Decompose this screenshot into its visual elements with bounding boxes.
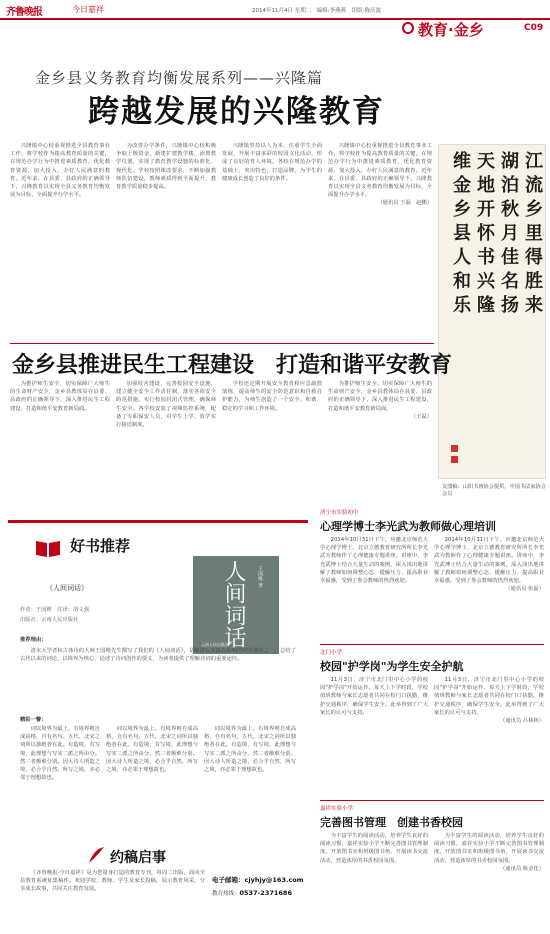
art1-headline: 心理学博士李光武为教师做心理培训 xyxy=(320,520,496,533)
second-headline: 金乡县推进民生工程建设 打造和谐平安教育 xyxy=(12,353,453,378)
second-col-2 xyxy=(116,380,216,510)
art2-text: 11月3日，济宁市北门里中心小学的校园"护学岗"开始运作。每天上下学时段，学校值班教师与家长志愿者共同在校门口执勤，维护交通秩序，确保学生安全。此举得到了广大家长的认可与支持。 xyxy=(434,677,544,716)
email-address[interactable]: cjyhjy@163.com xyxy=(244,876,304,884)
lead-kicker: 金乡县义务教育均衡发展系列——兴隆篇 xyxy=(35,69,324,87)
cover-title: 人间词话 xyxy=(221,560,246,648)
rec-label: 推荐理由： xyxy=(20,637,47,643)
section-title: 教育·金乡 xyxy=(418,21,484,39)
art2-text: 11月3日，济宁市北门里中心小学的校园"护学岗"开始运作。每天上下学时段，学校值班教师与家长志愿者共同在校门口执勤，维护交通秩序，确保学生安全。此举得到了广大家长的认可与支持。 xyxy=(320,677,428,716)
divider xyxy=(320,644,544,645)
second-col-1 xyxy=(10,380,110,510)
calligraphy-line: 湖泊秋月佳名扬 xyxy=(498,151,519,319)
art1-text: 2014年10月31日下午，应邀北京师范大学心理学博士、北京立德教育研究所所长李光武为教师作了心理健康专题讲座。讲座中，李光武博士结合大量生动的案例，深入浅出地讲解了教师如何调整心态、缓解压力、提高职业幸福感，受到了参会教师的热烈欢迎。 xyxy=(434,537,544,585)
lead-para: 为改善办学条件，兴隆镇中心校积极争取上级资金，新建扩建教学楼，添置教学仪器，实现了教育教学设施的标准化、现代化。学校按照课改要求，不断加强教师队伍建设，教师素质得到全面提升，教育教学质量稳步提高。 xyxy=(116,143,216,191)
cover-author: 王国维 著 xyxy=(257,566,263,588)
excerpt-text: 词以境界为最上。有境界则自成高格，自有名句。五代、北宋之词所以独绝者在此。有造境，有写境，此理想与写实二派之所由分。然二者颇难分别。因大诗人所造之境，必合乎自然，所写之境，亦必邻于理想故也。 xyxy=(204,726,296,774)
calligraphy-line: 江流乡里得胜来 xyxy=(522,151,543,319)
second-col-3 xyxy=(222,380,322,510)
artwork-caption: 友图稿：山阳书画协会提供，中国书法家协会会员 xyxy=(442,484,546,498)
book-cover xyxy=(193,556,279,654)
feather-icon xyxy=(86,845,106,865)
art2-source: 北门小学 xyxy=(320,650,343,656)
art3-text: 为丰富学生的阅读活动，培养学生良好的阅读习惯，嘉祥实验小学不断完善图书管理制度，开放图书室和班级图书角，开展读书交流活动，营造浓厚的书香校园氛围。 xyxy=(320,833,428,864)
excerpt-label: 精彩一瞥： xyxy=(20,717,47,723)
lead-para: 兴隆镇坚持以人为本，注重学生全面发展，开展丰富多彩的校园文化活动，形成了良好的育人环境。各校在规范办学的基础上，突出特色，打造品牌，为学生的健康成长创造了良好的条件。 xyxy=(222,143,322,182)
lead-col-2 xyxy=(116,142,216,338)
second-para: 为推护师生安全，切实保障广大师生的生命财产安全，金乡县教体局在县委、县政府的正确领导下，深入推进民生工程建设，打造和谐平安教育新局面。 xyxy=(328,381,432,412)
dateline: 2014年11月4日 星期二 编辑:李燕燕 组版:陈庆波 xyxy=(252,8,381,14)
art3-source: 嘉祥实验小学 xyxy=(320,806,354,812)
email-line xyxy=(212,875,304,884)
art3-text: 为丰富学生的阅读活动，培养学生良好的阅读习惯，嘉祥实验小学不断完善图书管理制度，开放图书室和班级图书角，开展读书交流活动，营造浓厚的书香校园氛围。 xyxy=(434,833,544,864)
divider xyxy=(320,800,544,801)
masthead xyxy=(0,0,550,20)
phone-number: 0537-2371686 xyxy=(239,889,292,897)
excerpt-col-2 xyxy=(106,725,198,825)
art3-col-1 xyxy=(320,832,428,928)
art2-headline: 校园"护学岗"为学生安全护航 xyxy=(320,660,464,673)
notice-header: 约稿启事 xyxy=(110,850,166,866)
notice-body xyxy=(20,869,205,924)
phone-line xyxy=(212,889,292,897)
second-para: 加强校舍建设，完善校园安全设施，建立健全安全工作责任制，落实各项安全防范措施，实行校园封闭式管理，确保师生安全。各学校安装了视频监控系统，配备了专职保安人员，对学生上学、放学实行接送制度。 xyxy=(116,381,216,429)
art2-col-2 xyxy=(434,676,544,796)
rec-body xyxy=(20,647,296,711)
calligraphy-line: 维金乡县人和乐 xyxy=(450,151,471,319)
excerpt-text: 词以境界为最上。有境界则自成高格，自有名句。五代、北宋之词所以独绝者在此。有造境，有写境，此理想与写实二派之所由分。然二者颇难分别。因大诗人所造之境，必合乎自然，所写之境，亦必邻于理想故也。 xyxy=(20,726,100,782)
newspaper-logo: 齐鲁晚报 xyxy=(6,7,42,18)
seal-icon xyxy=(451,445,458,452)
second-col-4 xyxy=(328,380,432,510)
art1-text: 2014年10月31日下午，应邀北京师范大学心理学博士、北京立德教育研究所所长李光武为教师作了心理健康专题讲座。讲座中，李光武博士结合大量生动的案例，深入浅出地讲解了教师如何调整心态、缓解压力、提高职业幸福感，受到了参会教师的热烈欢迎。 xyxy=(320,537,428,585)
second-para: 为推护师生安全，切实保障广大师生的生命财产安全，金乡县教体局在县委、县政府的正确领导下，深入推进民生工程建设，打造和谐平安教育新局面。 xyxy=(10,381,110,412)
art1-col-1 xyxy=(320,536,428,640)
edition-name: 今日嘉祥 xyxy=(72,5,104,14)
lead-col-3 xyxy=(222,142,322,338)
second-signature: （王磊） xyxy=(410,413,432,420)
book-header: 好书推荐 xyxy=(70,537,131,555)
art3-headline: 完善图书管理 创建书香校园 xyxy=(320,816,463,829)
art2-col-1 xyxy=(320,676,428,796)
second-para: 学校还定期开展安全教育和应急疏散演练，提高师生的安全防范意识和自救自护能力，为师生创造了一个安全、和谐、稳定的学习和工作环境。 xyxy=(222,381,322,412)
seal-icon xyxy=(451,456,458,463)
book-review-box xyxy=(8,520,308,925)
art1-col-2 xyxy=(434,536,544,640)
excerpt-col-1 xyxy=(20,725,100,825)
lead-headline: 跨越发展的兴隆教育 xyxy=(88,94,385,130)
email-label: 电子邮箱： xyxy=(212,876,245,884)
art1-signature: （通讯员 张磊） xyxy=(505,586,544,593)
calligraphy-line: 天地开怀书兴隆 xyxy=(474,151,495,319)
rec-text: 清末大学者和古体诗的大师王国维先生撰写了我们的《人间词话》，是晚清以来最有影响的词学著作之一，总结了古代以来的词论，以境界为核心，论述了诗词创作的要义，为读者提供了理解诗词的重要途径。 xyxy=(20,648,296,663)
lead-signature: （通讯员 王磊 赵鹏） xyxy=(377,200,432,207)
book-publisher: 出版社：云南人民出版社 xyxy=(20,617,79,623)
circle-icon xyxy=(402,22,414,34)
lead-col-4 xyxy=(328,142,432,338)
lead-col-1 xyxy=(10,142,110,338)
excerpt-col-3 xyxy=(204,725,296,825)
calligraphy-artwork xyxy=(438,144,546,479)
book-author: 作者：王国维 注译：胡文强 xyxy=(20,607,89,613)
open-book-icon xyxy=(34,537,62,559)
section-bar xyxy=(0,20,550,38)
lead-para: 兴隆镇中心校重视推进全县教育事业工作，将学校作为提高教育质量的关键，在规范办学行为中推进素质教育，优化教育资源，加大投入，办好人民满意的教育。近年来，在县委、县政府的正确领导下，兴隆教育以实现全县义务教育均衡发展为目标，全面提升办学水平。 xyxy=(10,143,110,199)
notice-text: 《齐鲁晚报·今日嘉祥》是为您量身打造的教育专刊，每周二出版，面向全县教育系统征集稿件。欢迎学校、教师、学生及家长投稿，展示教育风采，分享成长故事，共同关注教育发展。 xyxy=(20,870,205,893)
lead-para: 兴隆镇中心校重视推进全县教育事业工作，将学校作为提高教育质量的关键，在规范办学行为中推进素质教育，优化教育资源，加大投入，办好人民满意的教育。近年来，在县委、县政府的正确领导下，兴隆教育以实现全县义务教育均衡发展为目标，全面提升办学水平。 xyxy=(328,143,432,199)
page-number: C09 xyxy=(524,23,544,33)
art3-signature: （通讯员 陈金花） xyxy=(499,865,544,872)
art2-signature: （通讯员 吕林林） xyxy=(499,718,544,725)
cover-publisher: 云南人民出版社 xyxy=(201,642,229,647)
excerpt-text: 词以境界为最上。有境界则自成高格，自有名句。五代、北宋之词所以独绝者在此。有造境，有写境，此理想与写实二派之所由分。然二者颇难分别。因大诗人所造之境，必合乎自然，所写之境，亦必邻于理想故也。 xyxy=(106,726,198,774)
book-title: 《人间词话》 xyxy=(46,584,88,592)
art1-source: 济宁市实验初中 xyxy=(320,510,359,516)
art3-col-2 xyxy=(434,832,544,928)
phone-label: 教育热线： xyxy=(212,891,240,897)
divider xyxy=(10,343,434,344)
